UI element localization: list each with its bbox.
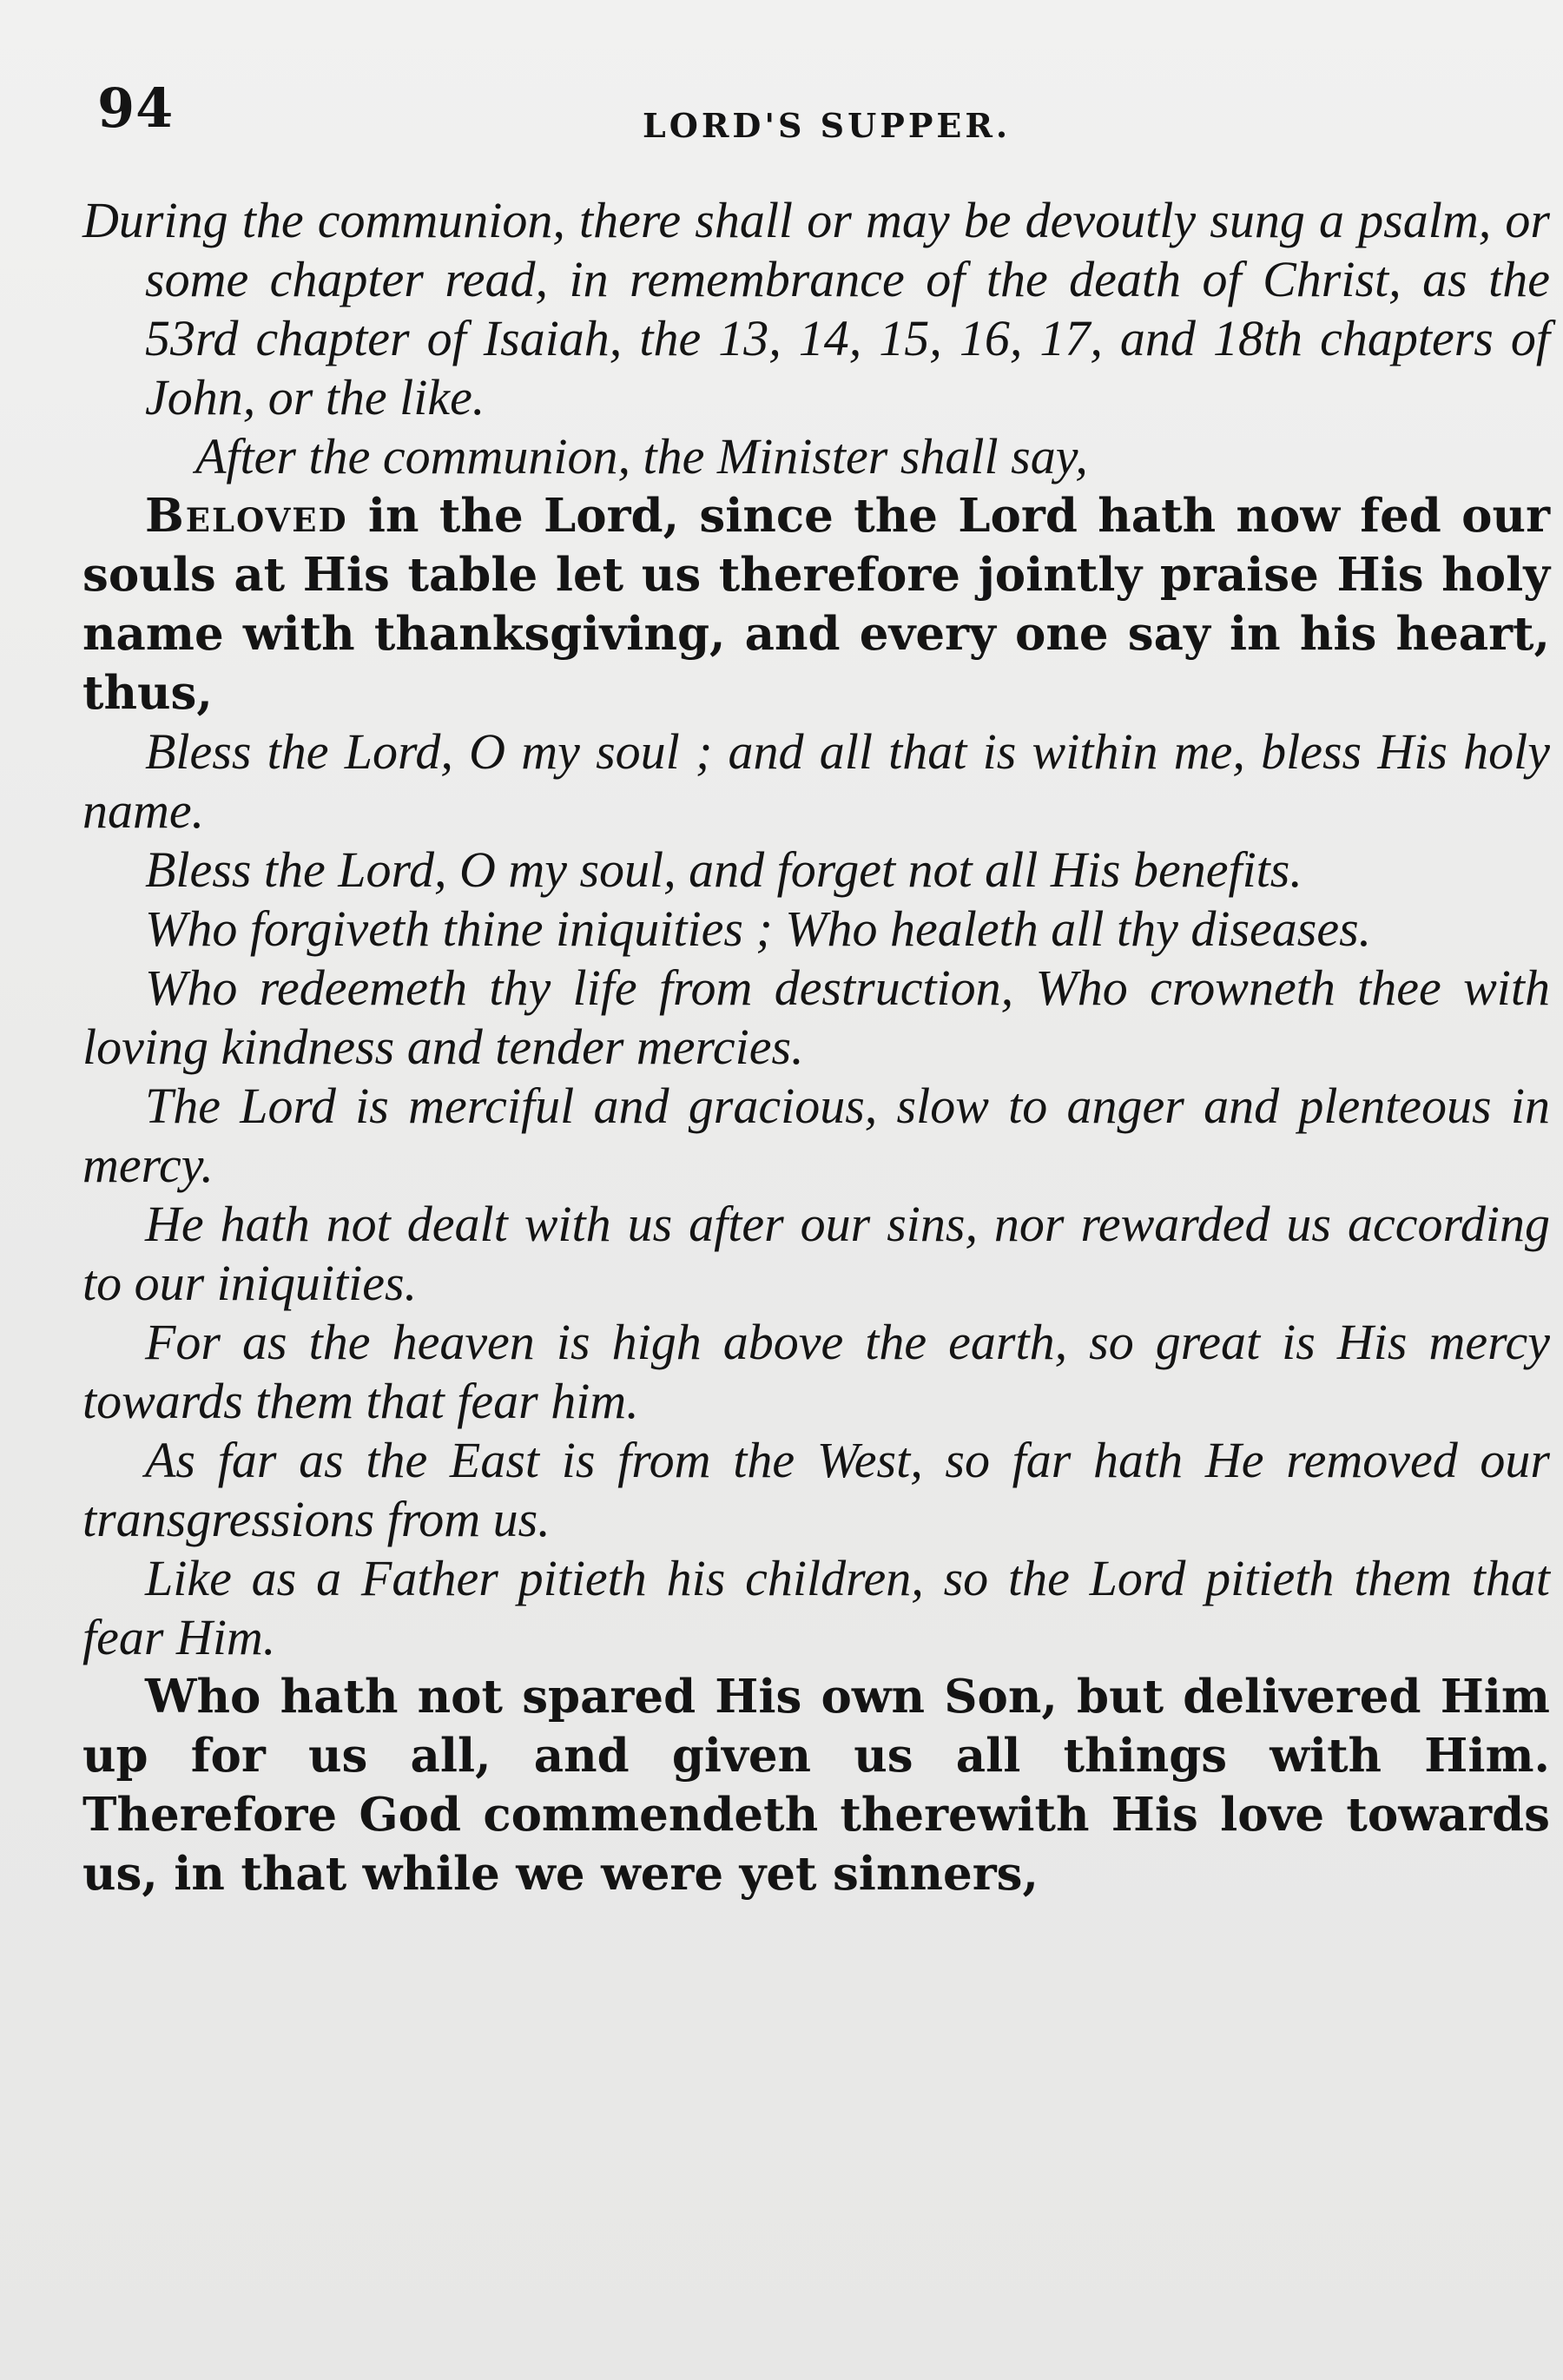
psalm-verse: Who redeemeth thy life from destruction, Who crowneth thee with loving kindness and tender mercies. xyxy=(82,959,1550,1075)
address-lead-word: Beloved xyxy=(145,489,348,543)
psalm-verse: Like as a Father pitieth his children, so the Lord pitieth them that fear Him. xyxy=(82,1550,1550,1665)
psalm-verse: Who forgiveth thine iniquities ; Who healeth all thy diseases. xyxy=(145,900,1372,957)
address-text: in the Lord, since the Lord hath now fed our souls at His table let us therefore jointly praise His holy name with thanksgiving, and every one say in his heart, thus, xyxy=(82,489,1550,720)
page-number: 94 xyxy=(97,76,175,140)
page-header xyxy=(0,69,1563,165)
psalm-verse: Bless the Lord, O my soul ; and all that is within me, bless His holy name. xyxy=(82,723,1550,839)
rubric-after-communion: After the communion, the Minister shall say, xyxy=(195,428,1088,485)
psalm-verse: Bless the Lord, O my soul, and forget not all His benefits. xyxy=(145,841,1302,898)
page-body xyxy=(82,191,1550,1903)
psalm-verse: For as the heaven is high above the earth, so great is His mercy towards them that fear him. xyxy=(82,1314,1550,1429)
psalm-verse: He hath not dealt with us after our sins, nor rewarded us according to our iniquities. xyxy=(82,1196,1550,1311)
psalm-verse: As far as the East is from the West, so far hath He removed our transgressions from us. xyxy=(82,1432,1550,1547)
address-paragraph xyxy=(82,486,1550,722)
closing-paragraph: Who hath not spared His own Son, but delivered Him up for us all, and given us all things with Him. Therefore God commendeth therewith His love towards us, in that while we were yet sinners, xyxy=(82,1670,1550,1901)
psalm-verse: The Lord is merciful and gracious, slow to anger and plenteous in mercy. xyxy=(82,1078,1550,1193)
rubric-communion: During the communion, there shall or may be devoutly sung a psalm, or some chapter read, in remembrance of the death of Christ, as the 53rd chapter of Isaiah, the 13, 14, 15, 16, 17, and 18th chapters of John, or the like. xyxy=(82,192,1550,425)
running-title: LORD'S SUPPER. xyxy=(643,106,1012,145)
